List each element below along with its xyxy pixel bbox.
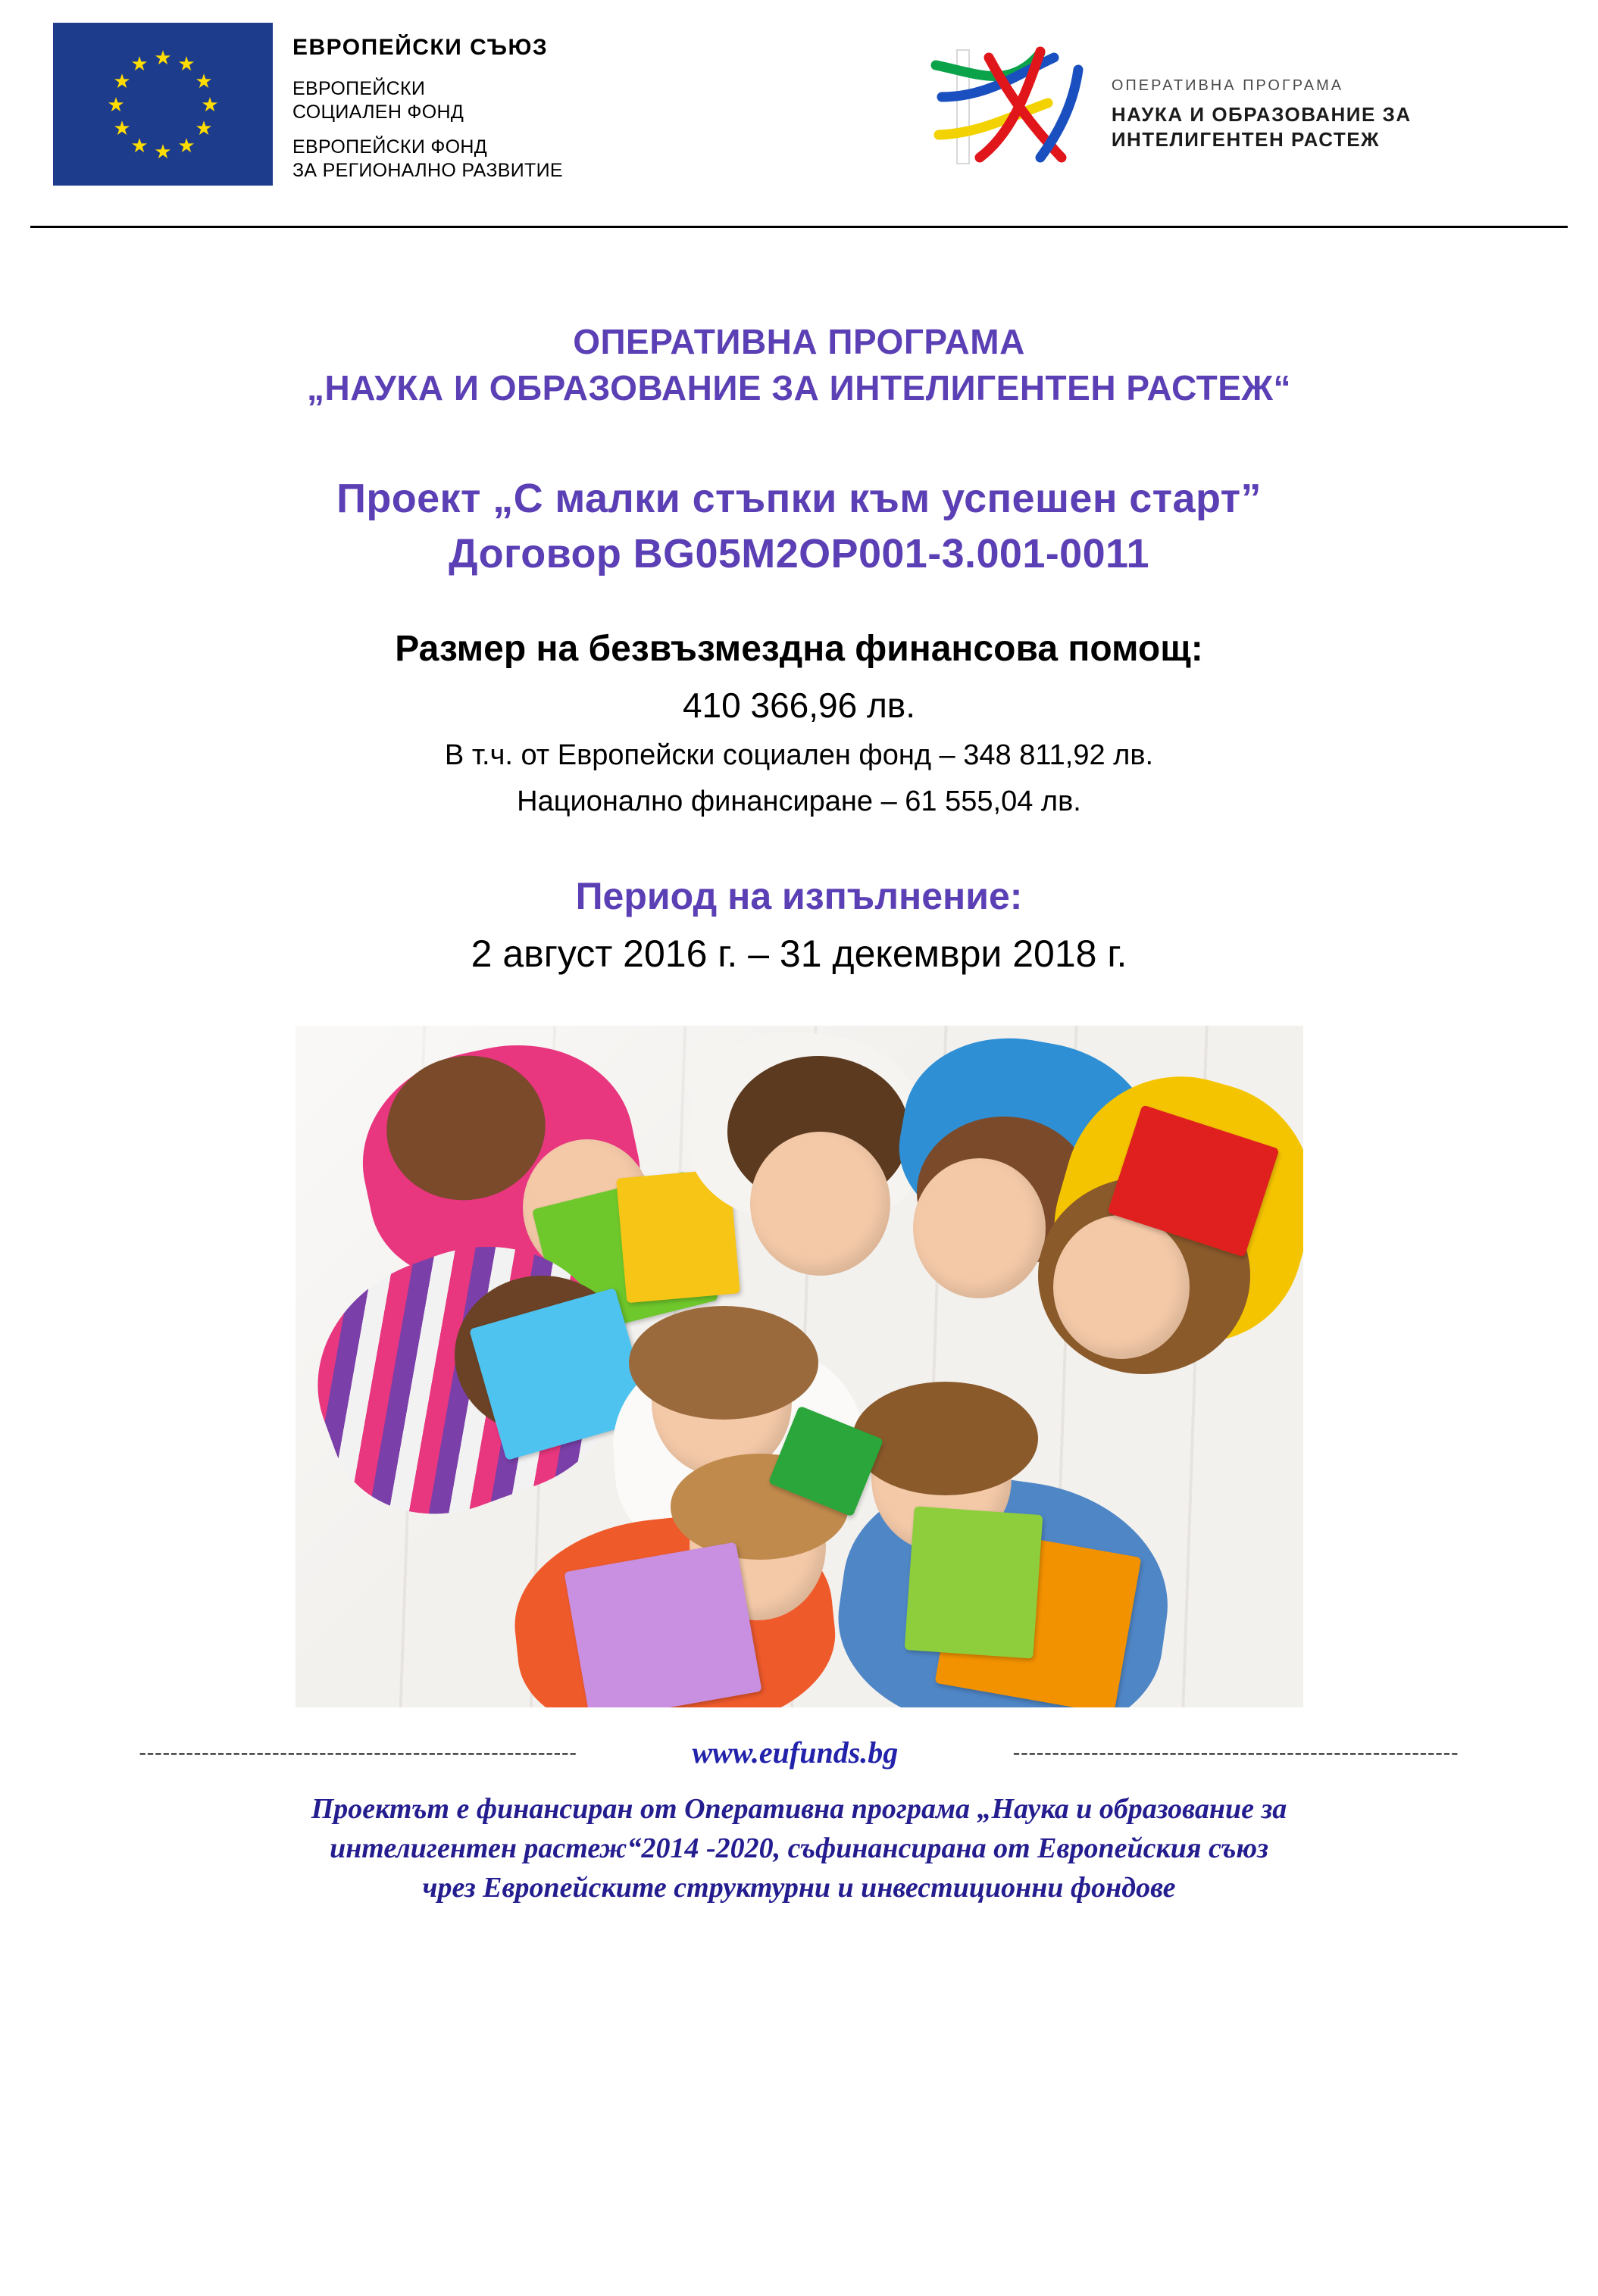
eu-texts [292, 23, 563, 194]
funding-note [35, 1790, 1563, 1907]
funding-note-line2: интелигентен растеж“2014 -2020, съфинансирана от Европейския съюз [330, 1832, 1268, 1864]
project-title [45, 471, 1553, 581]
book [564, 1542, 761, 1707]
period-value: 2 август 2016 г. – 31 декември 2018 г. [471, 932, 1127, 976]
op-name-line1: НАУКА И ОБРАЗОВАНИЕ ЗА [1111, 103, 1412, 126]
eu-title: ЕВРОПЕЙСКИ СЪЮЗ [292, 35, 549, 60]
program-heading [45, 319, 1553, 411]
grant-label: Размер на безвъзмездна финансова помощ: [395, 629, 1203, 670]
children-photo [296, 1026, 1303, 1707]
grant-esf-share: В т.ч. от Европейски социален фонд – 348 811,92 лв. [444, 739, 1154, 772]
website-row [35, 1735, 1563, 1770]
eu-fund-erdf [292, 136, 563, 182]
project-title-line1: Проект „С малки стъпки към успешен старт” [336, 476, 1262, 522]
program-heading-line2: „НАУКА И ОБРАЗОВАНИЕ ЗА ИНТЕЛИГЕНТЕН РАСТЕЖ“ [307, 367, 1291, 408]
document-header [0, 0, 1598, 220]
op-texts [1112, 44, 1412, 152]
eu-fund-esf [292, 77, 563, 123]
kid-head [750, 1132, 890, 1276]
photo-illustration [296, 1026, 1303, 1707]
op-logo-block [927, 23, 1412, 173]
dashes-left: -------------------------------------------------------- [139, 1740, 577, 1764]
funding-note-line1: Проектът е финансиран от Оперативна програма „Наука и образование за [311, 1793, 1287, 1826]
grant-national-share: Национално финансиране – 61 555,04 лв. [517, 786, 1081, 818]
dashes-right: --------------------------------------------------------- [1012, 1740, 1459, 1764]
eu-fund-erdf-line2: ЗА РЕГИОНАЛНО РАЗВИТИЕ [292, 159, 563, 181]
grant-amount: 410 366,96 лв. [682, 686, 916, 726]
kid-hair [629, 1306, 818, 1420]
eu-fund-esf-line2: СОЦИАЛЕН ФОНД [292, 101, 464, 123]
period-label: Период на изпълнение: [575, 875, 1023, 918]
funding-note-line3: чрез Европейските структурни и инвестиционни фондове [422, 1871, 1176, 1904]
document-body [0, 228, 1598, 1707]
eu-flag-icon [53, 23, 273, 186]
eu-fund-esf-line1: ЕВРОПЕЙСКИ [292, 78, 426, 99]
op-science-education-logo-icon [927, 44, 1093, 173]
eu-logo-block [53, 23, 563, 194]
book [904, 1506, 1043, 1658]
eu-stars: ★ ★ ★ ★ ★ ★ ★ ★ ★ ★ ★ ★ [107, 45, 219, 163]
kid-head [1053, 1215, 1190, 1359]
program-heading-line1: ОПЕРАТИВНА ПРОГРАМА [573, 322, 1025, 361]
op-label: ОПЕРАТИВНА ПРОГРАМА [1111, 77, 1344, 94]
document-footer [0, 1735, 1598, 1907]
eu-fund-erdf-line1: ЕВРОПЕЙСКИ ФОНД [292, 136, 488, 158]
eufunds-link[interactable]: www.eufunds.bg [692, 1735, 899, 1770]
kid-head [913, 1158, 1046, 1298]
project-contract-number: Договор BG05M2OP001-3.001-0011 [449, 530, 1149, 576]
op-name-line2: ИНТЕЛИГЕНТЕН РАСТЕЖ [1111, 127, 1381, 151]
